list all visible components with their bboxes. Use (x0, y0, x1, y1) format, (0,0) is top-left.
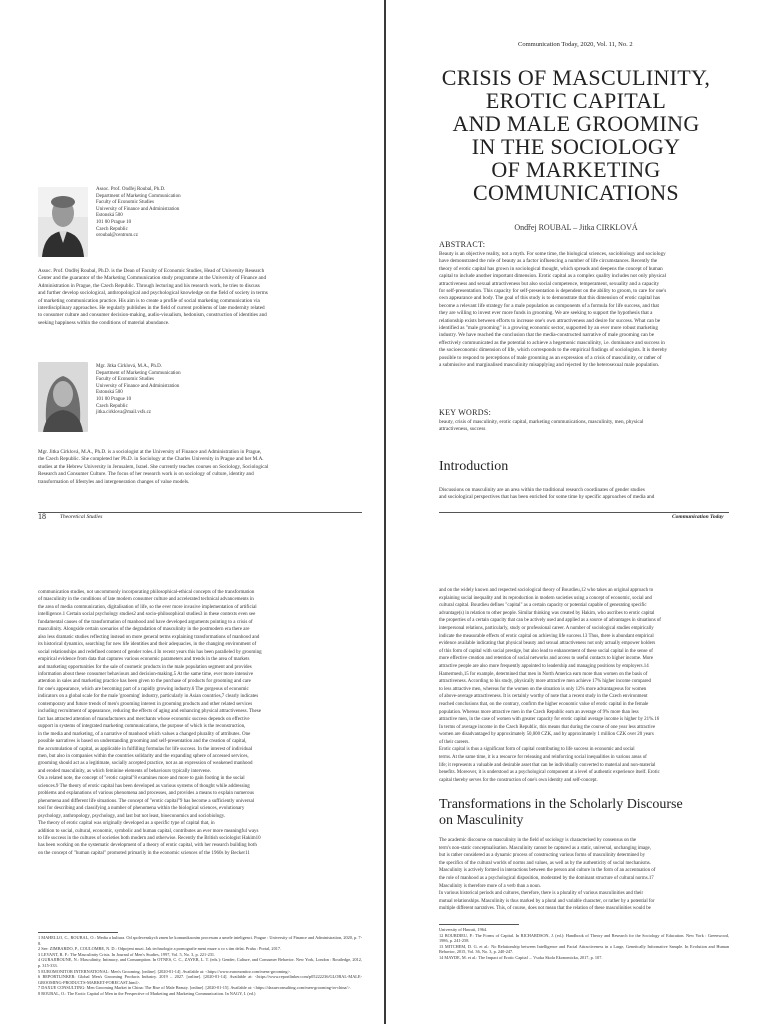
footnote: 7 DAXUE CONSULTING: Men Grooming Market in China: The Rise of Male Beauty. [online]. [2020-01-15]. Available at: <https://daxueconsulting.com/men-grooming-in-china/>. (38, 985, 352, 991)
bio-line: the Czech Republic. She completed her Ph.D. in Sociology at the Charles University in Prague and her M.A. (38, 456, 264, 463)
body-line: intelligence.1 Certain social psychology studies2 and socio-philosophical studies3 in these contexts even see (38, 612, 256, 618)
body-line: life; it represents a valuable and desirable asset that can be individually converted to material and non-material (439, 762, 656, 768)
body-line: to life success in the cultures of societies both modern and otherwise. Recently the British sociologist Hakim10 (38, 835, 261, 841)
body-line: fundamental causes of the transformation of manhood and have developed arguments pointing to a crisis of (38, 619, 253, 625)
body-line: problems and explanations of various phenomena and processes, and provides a means to explain numerous (38, 791, 254, 797)
abstract-line: relationship exists between efforts to increase one's own attractiveness and desire for success. What can be (439, 317, 661, 324)
body-line: The theory of erotic capital was originally developed as a specific type of capital that, in (38, 821, 215, 827)
body-line: information about these consumer behaviours and decision-making.5 At the same time, ever more intensive (38, 671, 254, 677)
author2-card (96, 364, 276, 417)
author2-card-line: Mgr. Jitka Cirklová, M.A., Ph.D. (96, 364, 162, 369)
body-line: the role of manhood as a psychological disposition, moderated by the dominant structure of cultural norms.17 (439, 875, 654, 881)
keywords-heading: KEY WORDS: (439, 408, 492, 417)
page-number: 18 (38, 512, 46, 521)
footer-rule (439, 512, 729, 513)
abstract-line: capital to include another important dimension. Erotic capital as a complex quality includes not only physical (439, 273, 667, 280)
article-authors: Ondřej ROUBAL – Jitka CIRKLOVÁ (514, 223, 638, 232)
author1-card-line: Faculty of Economic Studies (96, 200, 154, 206)
body-line: social relationships and redefined content of gender roles.4 In recent years this has been paralleled by grooming (38, 649, 262, 655)
abstract-line: identified as "male grooming" is a growing economic sector, supported by an ever more robust marketing (439, 325, 658, 332)
author1-card-line: Department of Marketing Communication (96, 193, 181, 199)
body-line: explaining social inequality and its reproduction in modern societies using a concept of economic, social and (439, 595, 652, 601)
body-line: including recruitment of appearance, reducing the effects of aging and enhancing physical attractiveness. These (38, 709, 261, 715)
body-line: communication studies, not uncommonly incorporating philosophical-ethical concepts of the transformation (38, 590, 255, 595)
title-line: EROTIC CAPITAL (485, 88, 667, 113)
body-line: Masculinity is therefore more of a verb than a noun. (439, 883, 541, 889)
body-line: but is rather considered as a dynamic process of constructing various forms of masculinity determined by (439, 853, 646, 859)
author2-email[interactable]: jitka.cirklova@mail.vsfs.cz (96, 410, 152, 416)
bio-line: studies at the Hebrew University in Jerusalem, Israel. She currently teaches courses on Sociology, Sociological (38, 463, 269, 470)
body-line: attractive men, in the case of women with greater capacity for erotic capital average income is higher by 21%.16 (439, 717, 660, 723)
body-line: its historical dynamics, searching for new life identities and their adequacies, in the changing environment of (38, 642, 257, 648)
bio-line: of marketing communication practice. His aim is to create a profile of social marketing communication via (38, 297, 260, 304)
body-line: In various historical periods and cultures, therefore, there is a plurality of various masculinities and their (439, 891, 644, 897)
author2-card-line: University of Finance and Administration (96, 383, 180, 389)
page-20 (0, 575, 384, 1024)
body-line: cultural capital. Bourdieu defines "capital" as a certain capacity or potential capable of generating specific (439, 603, 647, 609)
body-line: Erotic capital is thus a significant form of capital contributing to life success in economic and social (439, 747, 635, 753)
author1-bio (38, 268, 362, 327)
body-line: women are disadvantaged by approximately 50,000 CZK, and by approximately 1 million CZK over 20 years (439, 732, 654, 738)
body-line: of their careers. (439, 739, 470, 745)
author1-card-line: University of Finance and Administration (96, 206, 180, 212)
bio-line: Research and Consumer Culture. The focus of her research work is on sociology of culture, identity and (38, 471, 254, 478)
keywords-text (439, 419, 729, 434)
body-line: support in systems of integrated marketing communications, the purpose of which is the reconstruction, (38, 724, 246, 730)
abstract-line: become a relevant life strategy for a male population as components of a formula for life success, and that (439, 302, 659, 309)
body-line: fact has attracted attention of manufacturers and merchants whose economic success depends on effective (38, 716, 250, 722)
body-line: the accumulation of capital, as applicable in fulfilling formulas for life success. In the interest of individual (38, 746, 253, 752)
body-line: the specifics of the cultural worlds of norms and values, as well as by the authenticity of social mechanisms. (439, 860, 651, 866)
footer-rule (38, 512, 362, 513)
intro-line: and sociological perspectives that has been enriched for some time by specific approaches of media and (439, 494, 655, 501)
body-line: to less attractive men, whereas for the women on the situation is only 12% more advantageous for women (439, 686, 647, 692)
author1-card-line: 101 00 Prague 10 (96, 219, 132, 225)
body-line: the area of media communication, digitalisation of life, so the ever more invasive implementation of artificial (38, 604, 257, 610)
title-line: AND MALE GROOMING (452, 111, 700, 136)
body-line: in the media and marketing, of a narrative of manhood which values a changed plurality of attributes. One (38, 731, 251, 737)
body-line: population. Whereas more attractive men in the Czech Republic earn an average of 9% more than less (439, 709, 639, 715)
body-line: and on the widely known and respected sociological theory of Bourdieu,12 who takes an original approach to (439, 588, 654, 593)
body-line: contemporary and future trends of men's grooming interest in grooming products and other related services (38, 701, 253, 707)
body-line: grooming should act as a legitimate, socially accepted practice, not as an expression of weakened manhood (38, 761, 253, 767)
section-label: Theoretical Studies (60, 514, 103, 520)
body-line: empirical evidence from data that captures various economic parameters and trends in the area of markets (38, 657, 250, 663)
body-line: phenomena and different life situations. The concept of "erotic capital"9 has become a sufficiently universal (38, 798, 255, 804)
body-line: On a related note, the concept of "erotic capital"8 examines more and more to gain footing in the social (38, 776, 245, 782)
body-line: of above-average attractiveness. It is certainly worthy of note that a recent study in the Czech environment (439, 694, 648, 700)
author1-portrait-icon (38, 187, 88, 257)
footnote: 13 MITCHEM, D. G. et al.: No Relationship between Intelligence and Facial Attractiveness in a Large, Genetically Informative Sample. In Evolution and Human Behavior, 2015, Vol. 36, No. 3, p. 240-247. (439, 943, 729, 955)
footnote: 6 REPORTLINKER: Global Men's Grooming Products Industry. 2019 – 2027. [online]. [2020-01-14]. Available at: <https://www.reportlinker.com/p05222236/GLOBAL-MALE-GROOMING-PRODUCTS-MARKET-FORECAST.html>. (38, 974, 362, 985)
section-heading-line: on Masculinity (439, 813, 524, 828)
page20-footnotes (38, 935, 362, 997)
abstract-line: attractiveness and sexual attractiveness but also social competence, temperament, sexuality and a capacity (439, 280, 660, 287)
body-line: also less dramatic studies reflecting instead on more general terms explaining transformations of manhood and (38, 634, 260, 640)
body-line: attractive people are also more frequently appointed to leadership and managing positions by employers.14 (439, 663, 649, 669)
author2-card-line: Department of Marketing Communication (96, 370, 181, 376)
body-line: addition to social, cultural, economic, symbolic and human capital, contributes an ever more meaningful ways (38, 828, 259, 834)
page-21 (386, 575, 768, 1024)
bio-line: Administration in Prague, the Czech Republic. Through lecturing and his research work, he tries to discuss (38, 282, 260, 289)
title-line: COMMUNICATIONS (473, 180, 679, 205)
body-line: attractiveness. According to his study, physically more attractive men achieve 17% higher income compared (439, 679, 651, 685)
body-line: term's non-static conceptualisation. Masculinity cannot be captured as a static, universal, unchanging image, (439, 845, 651, 851)
author1-card-line: Czech Republic (96, 226, 128, 232)
page21-section-body (439, 837, 729, 913)
body-line: mutual relationships. Masculinity is thus marked by a plural and variable character, or rather by a potential for (439, 898, 655, 904)
body-line: attention in sales and marketing practice has been given to the purchase of products for grooming and care (38, 679, 251, 685)
abstract-line: possible to respond to perceptions of male grooming as an expression of a crisis of masculinity, or rather of (439, 354, 662, 361)
keywords-line: beauty, crisis of masculinity, erotic capital, marketing communications, masculinity, men, physical (439, 419, 644, 425)
body-line: In terms of average income in the Czech Republic, this means that during the course of one year less attractive (439, 724, 656, 730)
abstract-line: have demonstrated the role of beauty as a factor influencing a number of life circumstances. Recently the (439, 258, 658, 265)
page-19 (386, 0, 768, 530)
author1-photo (38, 187, 88, 257)
body-line: indicate the measurable effects of erotic capital on achieving life success.13 Thus, there is abundant empirical (439, 633, 654, 639)
body-line: for one's appearance, which are becoming part of a rapidly growing industry.6 The gorgeous of economic (38, 686, 249, 692)
abstract-line: industry. We have reached the conclusion that the media-constructed narrative of male grooming can be (439, 332, 655, 339)
title-line: OF MARKETING (491, 157, 661, 182)
author2-card-line: Estonská 500 (96, 390, 123, 396)
bio-line: Mgr. Jitka Cirklová, M.A., Ph.D. is a sociologist at the University of Finance and Administration in Prague, (38, 449, 262, 455)
bio-line: transformation of lifestyles and intergeneration changes of value models. (38, 478, 190, 485)
abstract-line: they are willing to invest ever more funds in grooming. We are seeking to support the hypothesis that a (439, 310, 653, 317)
body-line: benefits. Moreover, it is understood as a psychological component at a level of authentic experience itself. Erotic (439, 770, 660, 776)
body-line: multiple different narratives. This, of course, does not mean that the relation of these masculinities would be (439, 906, 651, 912)
footnote: 3 LEVANT, R. F.: The Masculinity Crisis. In Journal of Men's Studies, 1997, Vol. 5, No. 3, p. 221-231. (38, 951, 216, 957)
body-line: has been working on the systematic development of a theory of erotic capital, with her research building both (38, 843, 257, 849)
author2-card-line: 101 00 Prague 10 (96, 396, 132, 402)
body-line: tool for describing and classifying a number of phenomena within the biological sciences, evolutionary (38, 806, 245, 812)
body-line: reached conclusions that, on the contrary, confirm the higher economic value of erotic capital in the female (439, 701, 649, 707)
author1-card-line: Assoc. Prof. Ondřej Roubal, Ph.D. (96, 187, 166, 192)
abstract-line: a submissive and marginalised masculinity misapplying and rejected by the heterosexual male population. (439, 362, 660, 369)
page21-body (439, 587, 729, 784)
intro-text (439, 487, 729, 502)
body-line: The academic discourse on masculinity in the field of sociology is characterised by consensus on the (439, 838, 637, 843)
footnote: 2 See: ZIMBARDO, P., COULOMBE, N. D.: Odpojeni muzi. Jak technologie a pornografie meni muze a co s tim delat. Praha : Portal, 2017. (38, 946, 282, 952)
body-line: masculinity. Alongside certain scenarios of the degradation of masculinity in the postmodern era there are (38, 627, 250, 633)
keywords-line: attractiveness, success (439, 426, 486, 433)
footnote: 1 MAHELLO, C., ROUBAL, O.: Media a kultura. Od spolecenskych zmen ke komunikacnim procesum a umele inteligenci. Prague : University of Finance and Administration, 2020, p. 7-8. (38, 935, 362, 946)
abstract-line: the socioeconomic dimension of life, which corresponds to the empirical findings of sociologists. It is thereby (439, 347, 668, 354)
footnote: 12 BOURDIEU, P.: The Forms of Capital. In RICHARDSON, J. (ed.): Handbook of Theory and Research for the Sociology of Education. New York : Greenwood, 1986, p. 241-258. (439, 932, 729, 944)
abstract-line: effectively communicated as the potential to achieve a hegemonic masculinity, i.e. dominance and success in (439, 339, 665, 346)
author1-email[interactable]: oroubal@centrum.cz (96, 233, 138, 239)
section-heading-transformations (439, 797, 729, 829)
author2-bio (38, 449, 362, 486)
abstract-text (439, 251, 729, 370)
body-line: sciences.9 The theory of erotic capital has been developed as various systems of thought while addressing (38, 783, 250, 789)
body-line: psychology, anthropology, psychology, and last but not least, bioeconomics and sociobiology. (38, 813, 226, 819)
intro-line: Discussions on masculinity are an area within the traditional research coordinates of gender studies (439, 487, 645, 493)
article-title (426, 66, 726, 204)
author1-card-line: Estonská 500 (96, 213, 123, 219)
abstract-line: for self-presentation. This capacity for self-presentation is dependent on the ability to groom, to care for one's (439, 288, 667, 295)
bio-line: interdisciplinary approaches. He regularly publishes in the field of current problems of late modernity related (38, 305, 265, 312)
body-line: and eroded masculinity, as which feminine elements of behaviours typically intervene. (38, 768, 211, 774)
abstract-heading: ABSTRACT: (439, 240, 486, 249)
body-line: on the concept of "human capital" promoted primarily in the economic sciences of the 1960s by Becker11 (38, 850, 250, 856)
author2-card-line: Faculty of Economic Studies (96, 377, 154, 383)
body-line: terms. At the same time, it is a resource for releasing and reinforcing social inequalities in various areas of (439, 755, 647, 761)
abstract-line: theory of erotic capital has grown in sociological thought, which spreads and deepens the concept of human (439, 265, 663, 272)
body-line: advantage(s) in relation to other people. Similar thinking was created by Hakim, who ascribes to erotic capital (439, 610, 655, 616)
bio-line: and further develop sociological, anthropological and psychological knowledge on the field of society in terms (38, 290, 268, 297)
body-line: more effective creation and retention of social networks and access to useful contacts to higher income. More (439, 656, 654, 662)
bio-line: Center and the guarantor of the Marketing Communication study programme at the University of Finance and (38, 275, 267, 282)
title-line: CRISIS OF MASCULINITY, (441, 65, 711, 90)
author2-photo (38, 362, 88, 432)
footnote: 5 EUROMONITOR INTERNATIONAL: Men's Grooming. [online]. [2020-01-14]. Available at: <https://www.euromonitor.com/mens-grooming>. (38, 968, 292, 974)
abstract-line: Beauty is an objective reality, not a myth. For some time, the biological sciences, sociobiology and sociology (439, 251, 666, 257)
page21-footnotes (439, 927, 729, 961)
journal-footer: Communication Today (672, 514, 724, 520)
bio-line: seeking happiness within the conditions of material abundance. (38, 319, 170, 326)
body-line: of masculinity in the conditions of late modern consumer culture and accelerated technical advancements in (38, 597, 254, 603)
section-heading-line: Transformations in the Scholarly Discourse (439, 797, 683, 812)
intro-heading: Introduction (439, 459, 509, 474)
title-line: IN THE SOCIOLOGY (471, 134, 681, 159)
body-line: evidence available indicating that physical beauty and sexual attractiveness not only actually empower holders (439, 641, 656, 647)
body-line: Hamermesh,15 for example, determined that men in North America earn more than women on the basis of (439, 671, 648, 677)
footnote-rule (38, 932, 118, 933)
body-line: of this form of capital with social prestige, but also lead to enhancement of these social capital in the sense of (439, 648, 653, 654)
body-line: the properties of a certain capacity that can be actively used and applied as a source of advantages in situations of (439, 618, 661, 624)
bio-line: to consumer culture and consumer decision-making, audio-visualism, hedonism, construction of identities and (38, 312, 267, 319)
author2-card-line: Czech Republic (96, 403, 128, 409)
footnote: 14 MAYDE, M. et al.: The Impact of Erotic Capital ... Vsoka Skola Ekonomicka, 2017, p. 107. (439, 954, 603, 960)
body-line: capital thereby serves for the construction of one's own identity and self-concept. (439, 777, 598, 783)
author2-portrait-icon (38, 362, 88, 432)
body-line: Masculinity is actively formed in interactions between the person and culture in the form of an accentuation of (439, 868, 656, 874)
body-line: men, but also in companies within the countries solidarity and the expanding sphere of accessed services, (38, 753, 249, 759)
footnote: 8 ROUBAL, O.: The Erotic Capital of Men in the Perspective of Marketing and Marketing Communication. In NAGY, I. (ed.) (38, 990, 256, 996)
author1-card (96, 187, 276, 240)
page20-body (38, 589, 362, 857)
bio-line: Assoc. Prof. Ondřej Roubal, Ph.D. is the Dean of Faculty of Economic Studies, Head of University Research (38, 268, 265, 274)
body-line: possible narratives is based on understanding grooming and self-presentation and the creation of capital, (38, 739, 247, 745)
body-line: and marketing opportunities for the sale of cosmetic products in the male population segment and provides (38, 664, 252, 670)
body-line: interpersonal relations, particularly, study or professional career. A number of sociological studies empirically (439, 625, 654, 631)
footnote-rule (439, 924, 519, 925)
footnote: 4 GURAJIROUNE, N.: Masculinity, Intimacy, and Consumption. In OTNES, C. C., ZAYER, L. T. (eds.): Gender, Culture, and Consumer Behavior. New York, London : Routledge, 2012, p. 315-333. (38, 957, 362, 968)
abstract-line: own appearance and body. The goal of this study is to demonstrate that this dimension of erotic capital has (439, 295, 660, 302)
body-line: indicators on a global scale for the male 'grooming' industry, particularly in Asian countries,7 clearly indicates (38, 694, 259, 700)
footnote: University of Hawaii, 1964. (439, 927, 488, 932)
journal-header: Communication Today, 2020, Vol. 11, No. 2 (518, 41, 633, 48)
page-18 (0, 0, 384, 530)
